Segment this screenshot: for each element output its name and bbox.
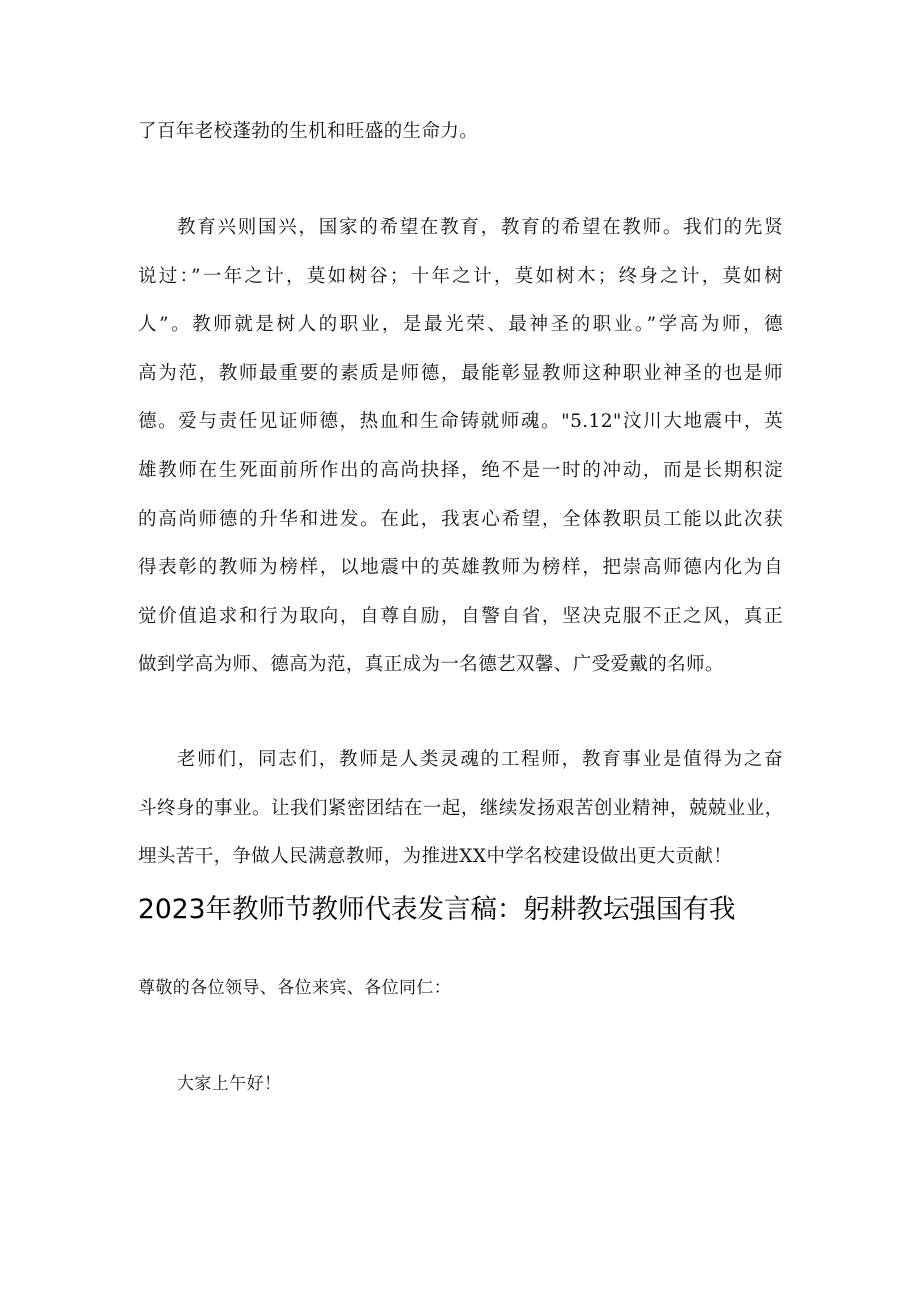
paragraph-2-line-7: 的高尚师德的升华和进发。在此，我衷心希望，全体教职员工能以此次获: [138, 509, 783, 530]
section-title: 2023年教师节教师代表发言稿：躬耕教坛强国有我: [138, 894, 736, 925]
salutation: 尊敬的各位领导、各位来宾、各位同仁：: [138, 978, 452, 998]
paragraph-2-line-2: 说过：”一年之计，莫如树谷；十年之计，莫如树木；终身之计，莫如树: [138, 266, 783, 287]
paragraph-3-line-2: 斗终身的事业。让我们紧密团结在一起，继续发扬艰苦创业精神，兢兢业业，: [138, 798, 783, 819]
paragraph-1-line-1: 了百年老校蓬勃的生机和旺盛的生命力。: [138, 121, 479, 142]
paragraph-3-line-1: 老师们，同志们，教师是人类灵魂的工程师，教育事业是值得为之奋: [177, 749, 783, 770]
paragraph-2-line-8: 得表彰的教师为榜样，以地震中的英雄教师为榜样，把崇高师德内化为自: [138, 557, 783, 578]
paragraph-2-line-9: 觉价值追求和行为取向，自尊自励，自警自省，坚决克服不正之风，真正: [138, 606, 783, 627]
paragraph-2-line-4: 高为范，教师最重要的素质是师德，最能彰显教师这种职业神圣的也是师: [138, 363, 783, 384]
paragraph-2-line-5: 德。爱与责任见证师德，热血和生命铸就师魂。"5.12"汶川大地震中，英: [138, 411, 783, 432]
paragraph-3-line-3: 埋头苦干，争做人民满意教师，为推进XX中学名校建设做出更大贡献！: [138, 846, 733, 867]
paragraph-2-line-3: 人”。教师就是树人的职业，是最光荣、最神圣的职业。”学高为师，德: [138, 314, 783, 335]
paragraph-2-line-6: 雄教师在生死面前所作出的高尚抉择，绝不是一时的冲动，而是长期积淀: [138, 460, 783, 481]
paragraph-2-line-1: 教育兴则国兴，国家的希望在教育，教育的希望在教师。我们的先贤: [177, 217, 783, 238]
greeting: 大家上午好！: [177, 1074, 282, 1094]
paragraph-2-line-10: 做到学高为师、德高为范，真正成为一名德艺双馨、广受爱戴的名师。: [138, 654, 724, 675]
